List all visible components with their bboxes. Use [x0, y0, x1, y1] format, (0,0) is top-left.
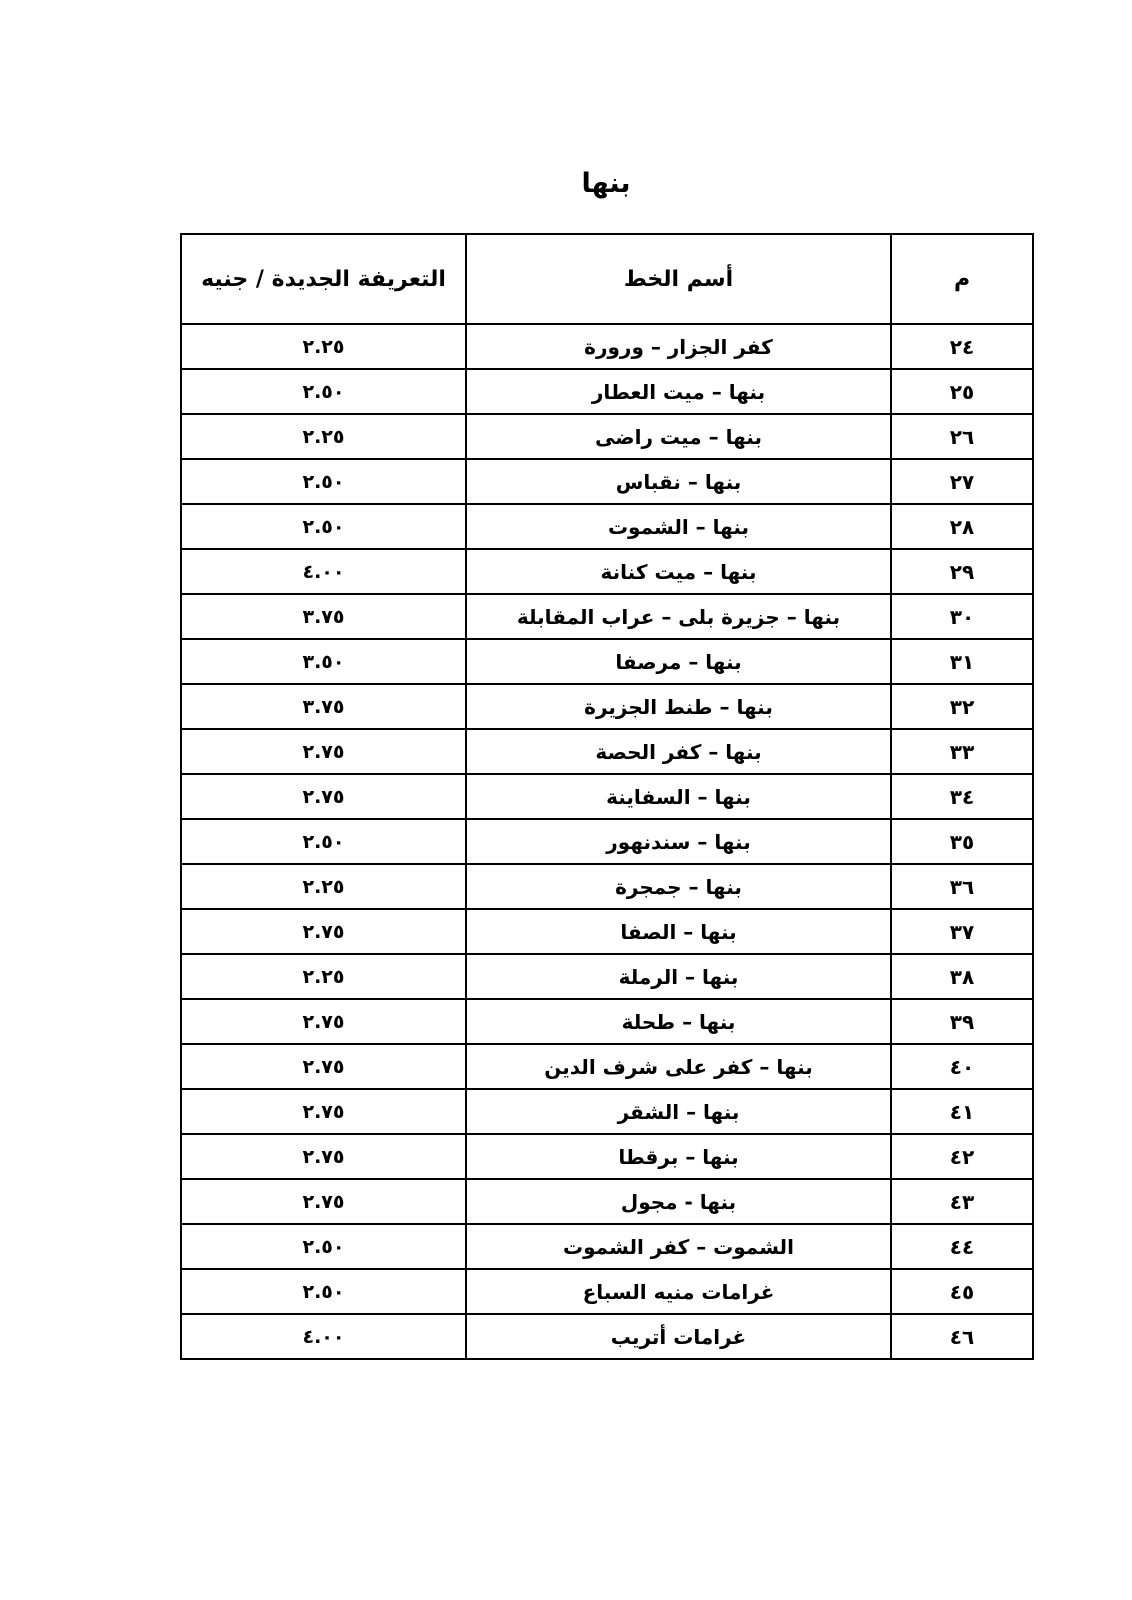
cell-number: ٤٢ — [891, 1134, 1033, 1179]
cell-line-name: بنها – الشموت — [466, 504, 891, 549]
table-row — [181, 1134, 1033, 1179]
table-row — [181, 954, 1033, 999]
cell-tariff: ٢.٧٥ — [181, 1134, 466, 1179]
cell-line-name: بنها – كفر الحصة — [466, 729, 891, 774]
cell-tariff: ٣.٥٠ — [181, 639, 466, 684]
cell-line-name: بنها – ميت العطار — [466, 369, 891, 414]
cell-number: ٤٠ — [891, 1044, 1033, 1089]
cell-tariff: ٢.٥٠ — [181, 369, 466, 414]
table-header-row — [181, 234, 1033, 324]
cell-tariff: ٤.٠٠ — [181, 1314, 466, 1359]
table-body — [181, 324, 1033, 1359]
table-row — [181, 1224, 1033, 1269]
cell-number: ٤٥ — [891, 1269, 1033, 1314]
cell-tariff: ٣.٧٥ — [181, 684, 466, 729]
cell-tariff: ٢.٧٥ — [181, 909, 466, 954]
table-row — [181, 999, 1033, 1044]
cell-line-name: بنها – مرصفا — [466, 639, 891, 684]
table-row — [181, 369, 1033, 414]
table-row — [181, 729, 1033, 774]
cell-number: ٤٤ — [891, 1224, 1033, 1269]
cell-tariff: ٢.٥٠ — [181, 1224, 466, 1269]
cell-line-name: بنها – برقطا — [466, 1134, 891, 1179]
cell-tariff: ٤.٠٠ — [181, 549, 466, 594]
cell-tariff: ٢.٧٥ — [181, 774, 466, 819]
cell-tariff: ٢.٢٥ — [181, 864, 466, 909]
cell-tariff: ٢.٢٥ — [181, 414, 466, 459]
cell-tariff: ٢.٥٠ — [181, 504, 466, 549]
cell-line-name: بنها – سندنهور — [466, 819, 891, 864]
table-row — [181, 594, 1033, 639]
cell-tariff: ٢.٥٠ — [181, 459, 466, 504]
cell-tariff: ٢.٧٥ — [181, 1044, 466, 1089]
cell-number: ٢٨ — [891, 504, 1033, 549]
table-row — [181, 1179, 1033, 1224]
cell-line-name: بنها - مجول — [466, 1179, 891, 1224]
cell-tariff: ٣.٧٥ — [181, 594, 466, 639]
cell-tariff: ٢.٥٠ — [181, 1269, 466, 1314]
table-row — [181, 549, 1033, 594]
table-row — [181, 639, 1033, 684]
cell-number: ٣٧ — [891, 909, 1033, 954]
table-row — [181, 1044, 1033, 1089]
table-row — [181, 1314, 1033, 1359]
cell-number: ٢٥ — [891, 369, 1033, 414]
cell-tariff: ٢.٧٥ — [181, 1179, 466, 1224]
table-row — [181, 819, 1033, 864]
cell-tariff: ٢.٥٠ — [181, 819, 466, 864]
table-row — [181, 1089, 1033, 1134]
cell-line-name: بنها – طنط الجزيرة — [466, 684, 891, 729]
cell-line-name: بنها – طحلة — [466, 999, 891, 1044]
table-row — [181, 774, 1033, 819]
cell-line-name: بنها – جمجرة — [466, 864, 891, 909]
cell-line-name: بنها – ميت راضى — [466, 414, 891, 459]
cell-number: ٢٩ — [891, 549, 1033, 594]
cell-number: ٣١ — [891, 639, 1033, 684]
cell-number: ٣٩ — [891, 999, 1033, 1044]
cell-number: ٢٦ — [891, 414, 1033, 459]
cell-number: ٤١ — [891, 1089, 1033, 1134]
cell-line-name: بنها – الصفا — [466, 909, 891, 954]
cell-number: ٣٢ — [891, 684, 1033, 729]
cell-number: ٣٥ — [891, 819, 1033, 864]
cell-line-name: بنها – نقباس — [466, 459, 891, 504]
cell-line-name: بنها – الشقر — [466, 1089, 891, 1134]
cell-line-name: غرامات منيه السباع — [466, 1269, 891, 1314]
cell-line-name: بنها – جزيرة بلى – عراب المقابلة — [466, 594, 891, 639]
cell-number: ٣٦ — [891, 864, 1033, 909]
cell-number: ٣٤ — [891, 774, 1033, 819]
header-number: م — [891, 234, 1033, 324]
cell-tariff: ٢.٧٥ — [181, 999, 466, 1044]
header-line-name: أسم الخط — [466, 234, 891, 324]
tariff-table — [180, 233, 1034, 1360]
cell-line-name: الشموت – كفر الشموت — [466, 1224, 891, 1269]
cell-number: ٢٤ — [891, 324, 1033, 369]
page-title: بنها — [581, 168, 631, 199]
table-row — [181, 1269, 1033, 1314]
table-row — [181, 324, 1033, 369]
table-row — [181, 459, 1033, 504]
cell-tariff: ٢.٧٥ — [181, 1089, 466, 1134]
cell-number: ٢٧ — [891, 459, 1033, 504]
cell-line-name: بنها – الرملة — [466, 954, 891, 999]
table-row — [181, 909, 1033, 954]
table-row — [181, 414, 1033, 459]
cell-tariff: ٢.٢٥ — [181, 954, 466, 999]
cell-line-name: غرامات أتريب — [466, 1314, 891, 1359]
cell-tariff: ٢.٢٥ — [181, 324, 466, 369]
cell-tariff: ٢.٧٥ — [181, 729, 466, 774]
cell-number: ٣٣ — [891, 729, 1033, 774]
table-row — [181, 684, 1033, 729]
cell-number: ٤٦ — [891, 1314, 1033, 1359]
header-tariff: التعريفة الجديدة / جنيه — [181, 234, 466, 324]
table-row — [181, 864, 1033, 909]
cell-line-name: كفر الجزار – ورورة — [466, 324, 891, 369]
table-row — [181, 504, 1033, 549]
cell-number: ٤٣ — [891, 1179, 1033, 1224]
cell-number: ٣٠ — [891, 594, 1033, 639]
cell-line-name: بنها – السفاينة — [466, 774, 891, 819]
cell-number: ٣٨ — [891, 954, 1033, 999]
cell-line-name: بنها – ميت كنانة — [466, 549, 891, 594]
cell-line-name: بنها – كفر على شرف الدين — [466, 1044, 891, 1089]
